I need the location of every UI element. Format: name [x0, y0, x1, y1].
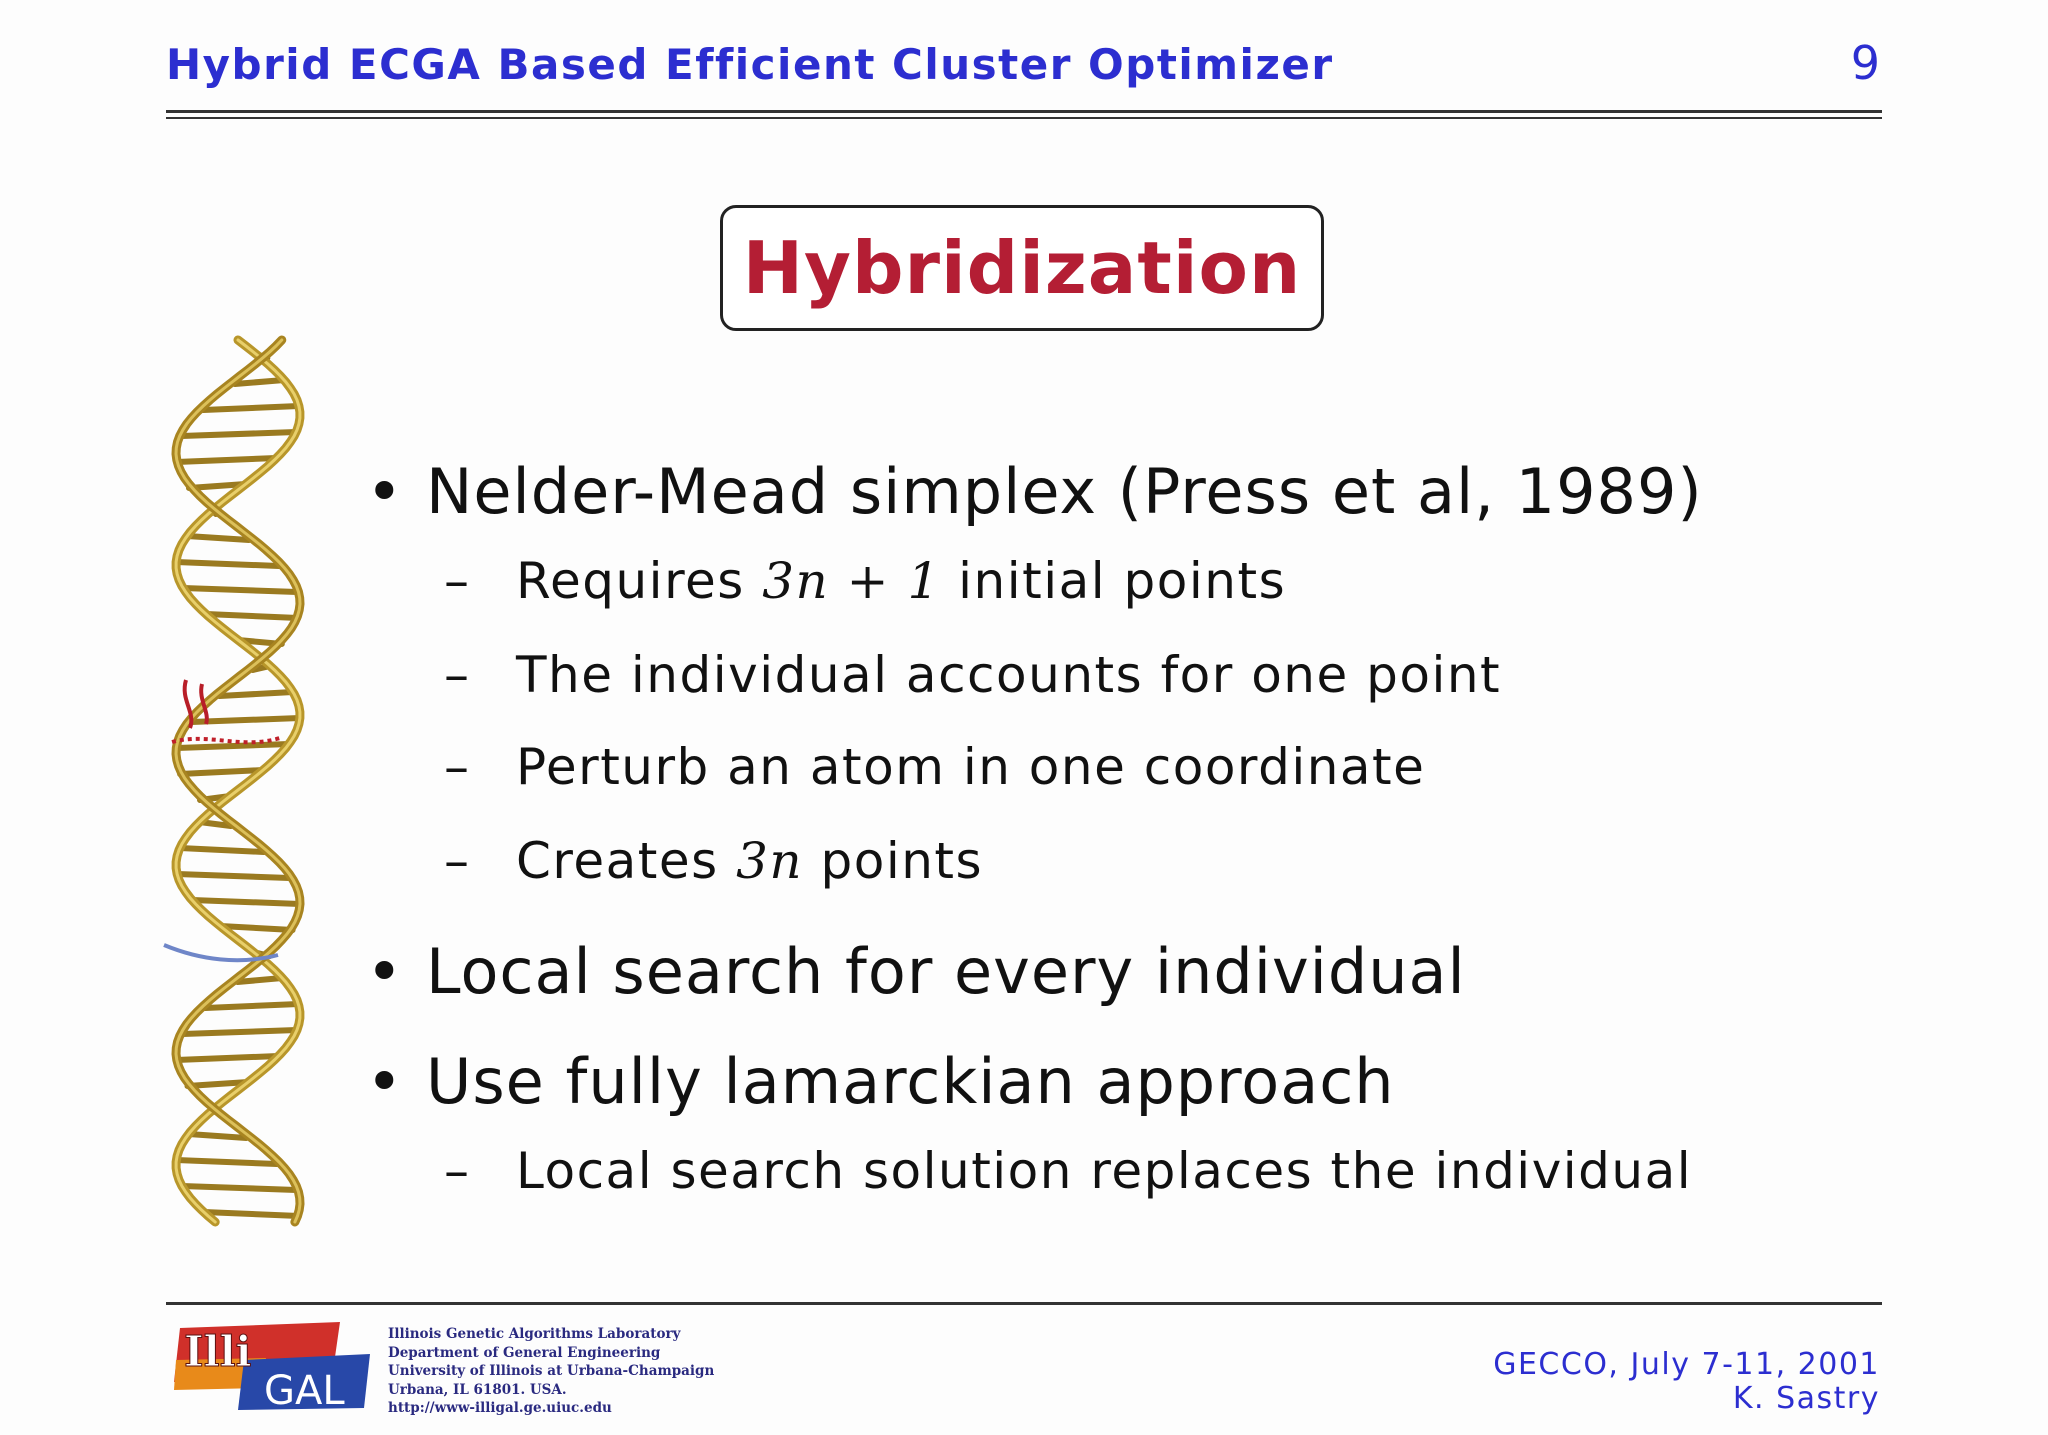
logo-text-bottom: GAL — [264, 1368, 345, 1412]
slide-title: Hybridization — [742, 226, 1302, 310]
item-text: Nelder-Mead simplex (Press et al, 1989) — [426, 455, 1703, 528]
lab-line: University of Illinois at Urbana-Champaign — [388, 1363, 715, 1379]
item-text: The individual accounts for one point — [516, 646, 1502, 704]
item-text: Local search for every individual — [426, 935, 1466, 1008]
logo-text-top: Illi — [184, 1327, 252, 1376]
lab-info — [388, 1325, 714, 1418]
item-text: Requires — [516, 552, 763, 610]
item-text: Perturb an atom in one coordinate — [516, 738, 1426, 796]
footer-rule — [166, 1302, 1882, 1305]
math-expression: 3n + 1 — [762, 552, 941, 610]
bullet-marker: • — [366, 935, 404, 1008]
lab-line: Illinois Genetic Algorithms Laboratory — [388, 1326, 681, 1342]
dash-marker: – — [444, 552, 471, 610]
item-text-with-math — [516, 552, 1286, 610]
dash-marker: – — [444, 646, 471, 704]
lab-url: http://www-illigal.ge.uiuc.edu — [388, 1400, 612, 1416]
author-name: K. Sastry — [1732, 1381, 1880, 1416]
dash-marker: – — [444, 832, 471, 890]
bullet-marker: • — [366, 1045, 404, 1118]
math-expression: 3n — [736, 832, 804, 890]
illigal-logo — [172, 1320, 372, 1412]
page-number: 9 — [1850, 36, 1880, 90]
header-title: Hybrid ECGA Based Efficient Cluster Optimizer — [166, 40, 1334, 89]
item-text-with-math — [516, 832, 983, 890]
item-text: initial points — [940, 552, 1287, 610]
conference-info: GECCO, July 7-11, 2001 — [1493, 1347, 1880, 1382]
dash-marker: – — [444, 738, 471, 796]
item-text: Creates — [516, 832, 737, 890]
bullet-marker: • — [366, 455, 404, 528]
item-text: points — [803, 832, 984, 890]
dash-marker: – — [444, 1142, 471, 1200]
item-text: Use fully lamarckian approach — [426, 1045, 1395, 1118]
lab-line: Urbana, IL 61801. USA. — [388, 1381, 567, 1398]
lab-line: Department of General Engineering — [388, 1344, 661, 1361]
footer-credits — [1493, 1348, 1880, 1416]
item-text: Local search solution replaces the individual — [516, 1142, 1693, 1200]
